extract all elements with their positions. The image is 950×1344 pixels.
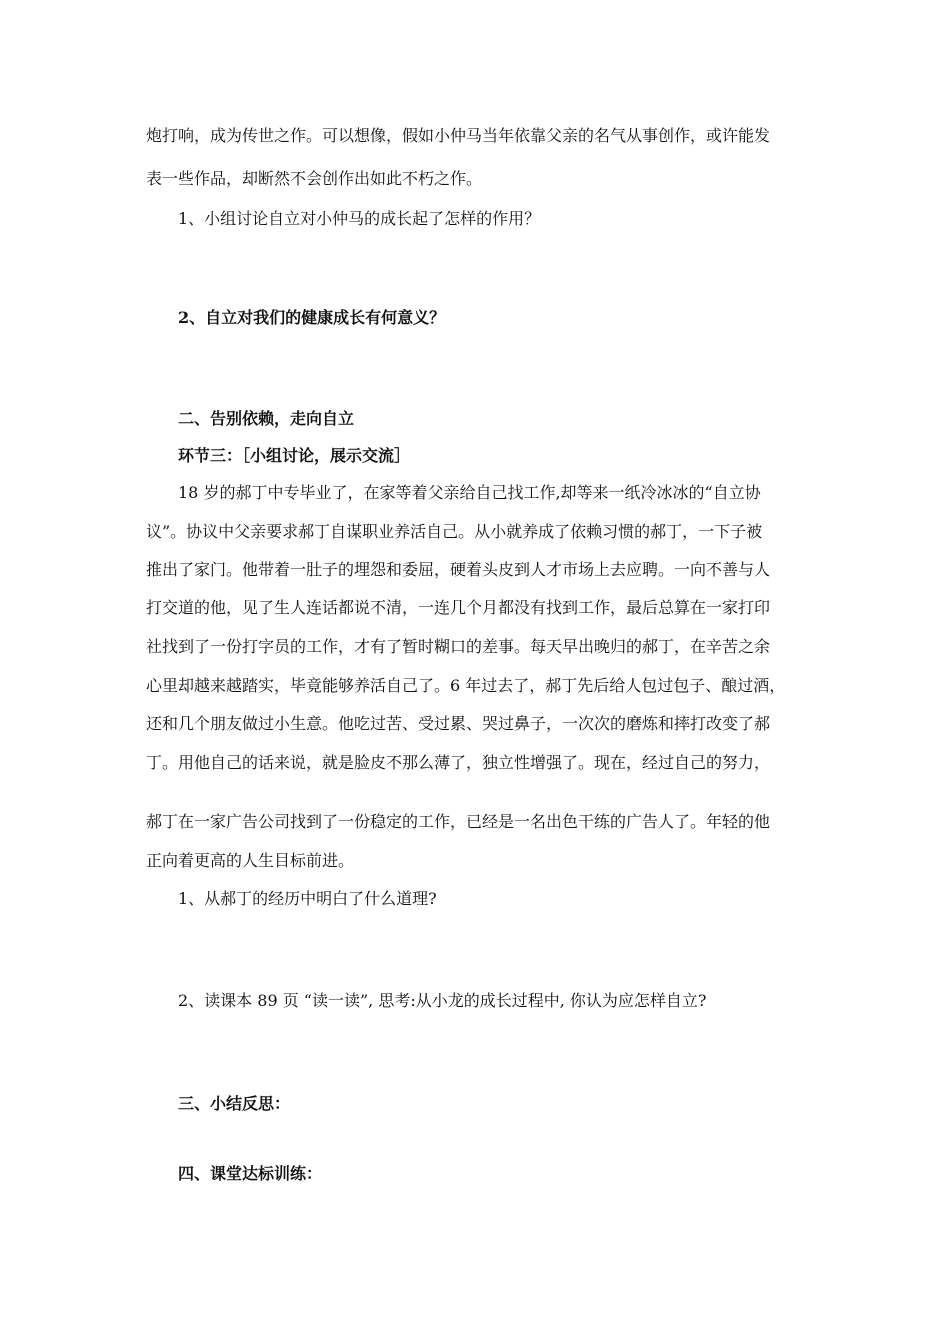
story-line-4: 打交道的他，见了生人连话都说不清，一连几个月都没有找到工作，最后总算在一家打印 [146, 598, 771, 617]
section-4-heading: 四、课堂达标训练： [178, 1164, 323, 1183]
intro-line-1: 炮打响，成为传世之作。可以想像，假如小仲马当年依靠父亲的名气从事创作，或许能发 [146, 126, 771, 145]
story-line-1: 18 岁的郝丁中专毕业了，在家等着父亲给自己找工作,却等来一纸冷冰冰的“自立协 [178, 483, 761, 502]
story-line-10: 正向着更高的人生目标前进。 [146, 851, 355, 870]
question-4: 2、读课本 89 页 “读一读”, 思考:从小龙的成长过程中, 你认为应怎样自立? [178, 991, 707, 1010]
question-1: 1、小组讨论自立对小仲马的成长起了怎样的作用？ [178, 209, 541, 228]
question-2: 2、自立对我们的健康成长有何意义？ [178, 308, 446, 327]
story-line-3: 推出了家门。他带着一肚子的埋怨和委屈，硬着头皮到人才市场上去应聘。一向不善与人 [146, 560, 771, 579]
story-line-2: 议”。协议中父亲要求郝丁自谋职业养活自己。从小就养成了依赖习惯的郝丁，一下子被 [146, 522, 763, 541]
story-line-8: 丁。用他自己的话来说，就是脸皮不那么薄了，独立性增强了。现在，经过自己的努力， [146, 753, 771, 772]
intro-line-2: 表一些作品，却断然不会创作出如此不朽之作。 [146, 169, 483, 188]
story-line-9: 郝丁在一家广告公司找到了一份稳定的工作，已经是一名出色干练的广告人了。年轻的他 [146, 812, 771, 831]
story-line-5: 社找到了一份打字员的工作，才有了暂时糊口的差事。每天早出晚归的郝丁，在辛苦之余 [146, 637, 771, 656]
question-3: 1、从郝丁的经历中明白了什么道理? [178, 889, 437, 908]
section-2-heading: 二、告别依赖，走向自立 [178, 409, 355, 428]
story-line-6: 心里却越来越踏实，毕竟能够养活自己了。6 年过去了，郝丁先后给人包过包子、酿过酒， [146, 676, 786, 695]
section-2-subheading: 环节三：［小组讨论，展示交流］ [178, 446, 411, 465]
story-line-7: 还和几个朋友做过小生意。他吃过苦、受过累、哭过鼻子，一次次的磨炼和摔打改变了郝 [146, 714, 771, 733]
section-3-heading: 三、小结反思： [178, 1094, 291, 1113]
